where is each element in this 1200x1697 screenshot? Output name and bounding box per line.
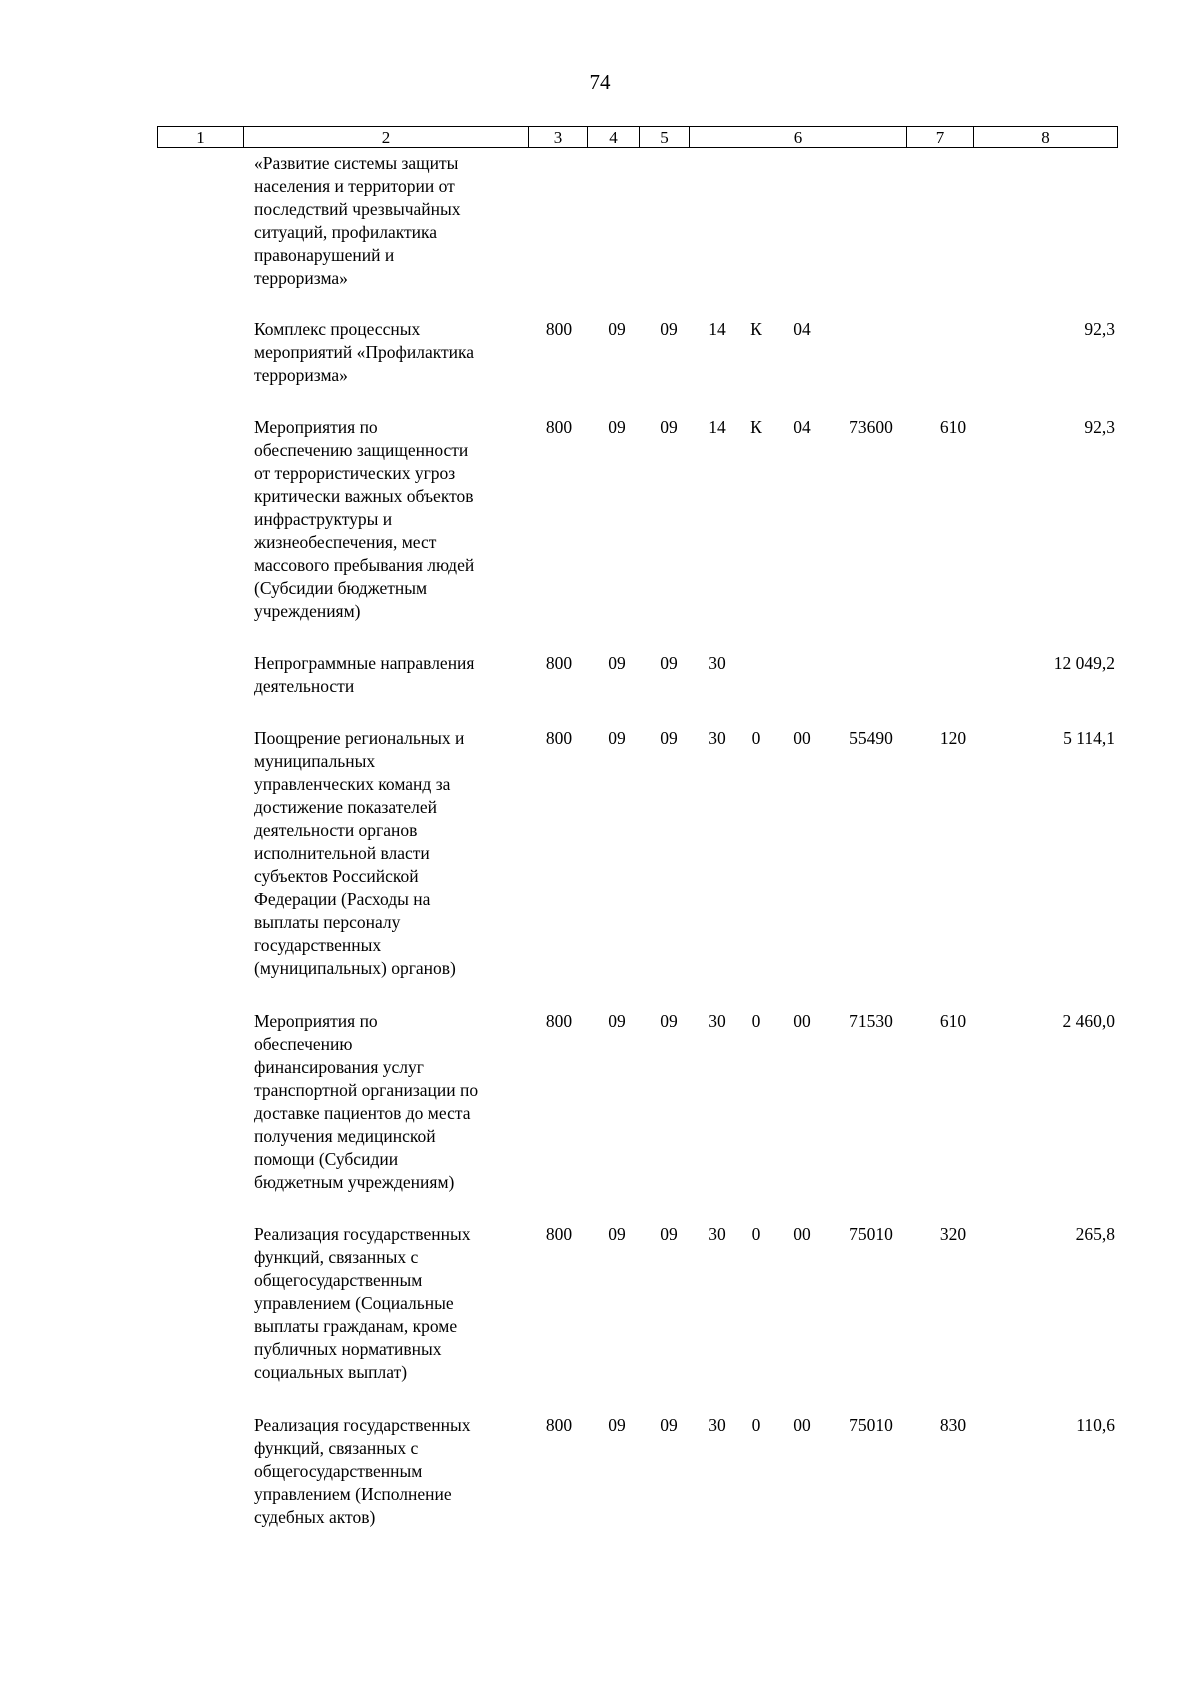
row-col-3: 800 — [545, 319, 573, 339]
row-col-5: 09 — [660, 1011, 678, 1031]
row-col-4: 09 — [608, 1011, 626, 1031]
continued-description: «Развитие системы защиты населения и территории от последствий чрезвычайных ситуаций, профилактика правонарушений и терроризма» — [254, 153, 461, 288]
row-col-6d: 73600 — [849, 417, 893, 437]
row-col-8: 265,8 — [1075, 1224, 1115, 1244]
header-col-4: 4 — [587, 126, 639, 148]
row-col-8: 12 049,2 — [1053, 653, 1115, 673]
row-col-6a: 30 — [708, 728, 726, 748]
row-col-6b: 0 — [751, 728, 761, 748]
row-col-6a: 14 — [708, 319, 726, 339]
row-col-7: 120 — [939, 728, 967, 748]
row-col-5: 09 — [660, 319, 678, 339]
row-description: Непрограммные направления деятельности — [254, 653, 475, 696]
row-col-8: 92,3 — [1084, 417, 1115, 437]
row-col-6b: К — [750, 417, 762, 437]
row-col-3: 800 — [545, 1224, 573, 1244]
row-col-6d: 75010 — [849, 1224, 893, 1244]
row-col-3: 800 — [545, 653, 573, 673]
row-col-6c: 00 — [793, 1415, 811, 1435]
row-col-8: 92,3 — [1084, 319, 1115, 339]
row-col-5: 09 — [660, 1224, 678, 1244]
row-col-7: 320 — [939, 1224, 967, 1244]
row-col-3: 800 — [545, 1011, 573, 1031]
row-col-6a: 30 — [708, 1415, 726, 1435]
row-col-6a: 14 — [708, 417, 726, 437]
row-col-8: 2 460,0 — [1062, 1011, 1115, 1031]
row-col-7: 610 — [939, 1011, 967, 1031]
header-col-7: 7 — [906, 126, 973, 148]
row-description: Реализация государственных функций, связанных с общегосударственным управлением (Исполнение судебных актов) — [254, 1415, 471, 1527]
row-col-8: 5 114,1 — [1063, 728, 1115, 748]
row-description: Поощрение региональных и муниципальных управленческих команд за достижение показателей деятельности органов исполнительной власти субъектов Российской Федерации (Расходы на выплаты персоналу государственных (муниципальных) органов) — [254, 728, 465, 978]
row-description: Мероприятия по обеспечению финансирования услуг транспортной организации по доставке пациентов до места получения медицинской помощи (Субсидии бюджетным учреждениям) — [254, 1011, 479, 1192]
row-col-4: 09 — [608, 417, 626, 437]
row-col-6b: 0 — [751, 1415, 761, 1435]
row-col-6b: 0 — [751, 1224, 761, 1244]
row-description: Мероприятия по обеспечению защищенности от террористических угроз критически важных объектов инфраструктуры и жизнеобеспечения, мест массового пребывания людей (Субсидии бюджетным учреждениям) — [254, 417, 475, 621]
header-col-2: 2 — [243, 126, 528, 148]
row-description: Реализация государственных функций, связанных с общегосударственным управлением (Социальные выплаты гражданам, кроме публичных нормативных социальных выплат) — [254, 1224, 471, 1382]
row-col-6d: 75010 — [849, 1415, 893, 1435]
row-col-4: 09 — [608, 653, 626, 673]
row-col-7: 610 — [939, 417, 967, 437]
row-col-6c: 04 — [793, 319, 811, 339]
row-col-5: 09 — [660, 653, 678, 673]
row-col-6c: 00 — [793, 1224, 811, 1244]
row-col-6c: 00 — [793, 728, 811, 748]
header-col-3: 3 — [528, 126, 587, 148]
row-col-4: 09 — [608, 728, 626, 748]
row-col-4: 09 — [608, 319, 626, 339]
page-number: 74 — [589, 70, 611, 94]
row-col-4: 09 — [608, 1415, 626, 1435]
header-col-1: 1 — [157, 126, 243, 148]
row-col-3: 800 — [545, 1415, 573, 1435]
row-description: Комплекс процессных мероприятий «Профилактика терроризма» — [254, 319, 475, 385]
header-col-8: 8 — [973, 126, 1118, 148]
row-col-3: 800 — [545, 728, 573, 748]
row-col-6a: 30 — [708, 1011, 726, 1031]
row-col-4: 09 — [608, 1224, 626, 1244]
row-col-7: 830 — [939, 1415, 967, 1435]
row-col-5: 09 — [660, 417, 678, 437]
row-col-6b: 0 — [751, 1011, 761, 1031]
row-col-6d: 71530 — [849, 1011, 893, 1031]
row-col-6b: К — [750, 319, 762, 339]
row-col-5: 09 — [660, 1415, 678, 1435]
row-col-6a: 30 — [708, 1224, 726, 1244]
header-col-5: 5 — [639, 126, 689, 148]
row-col-6a: 30 — [708, 653, 726, 673]
row-col-8: 110,6 — [1076, 1415, 1115, 1435]
row-col-6d: 55490 — [849, 728, 893, 748]
row-col-3: 800 — [545, 417, 573, 437]
row-col-5: 09 — [660, 728, 678, 748]
row-col-6c: 04 — [793, 417, 811, 437]
header-col-6: 6 — [689, 126, 906, 148]
row-col-6c: 00 — [793, 1011, 811, 1031]
